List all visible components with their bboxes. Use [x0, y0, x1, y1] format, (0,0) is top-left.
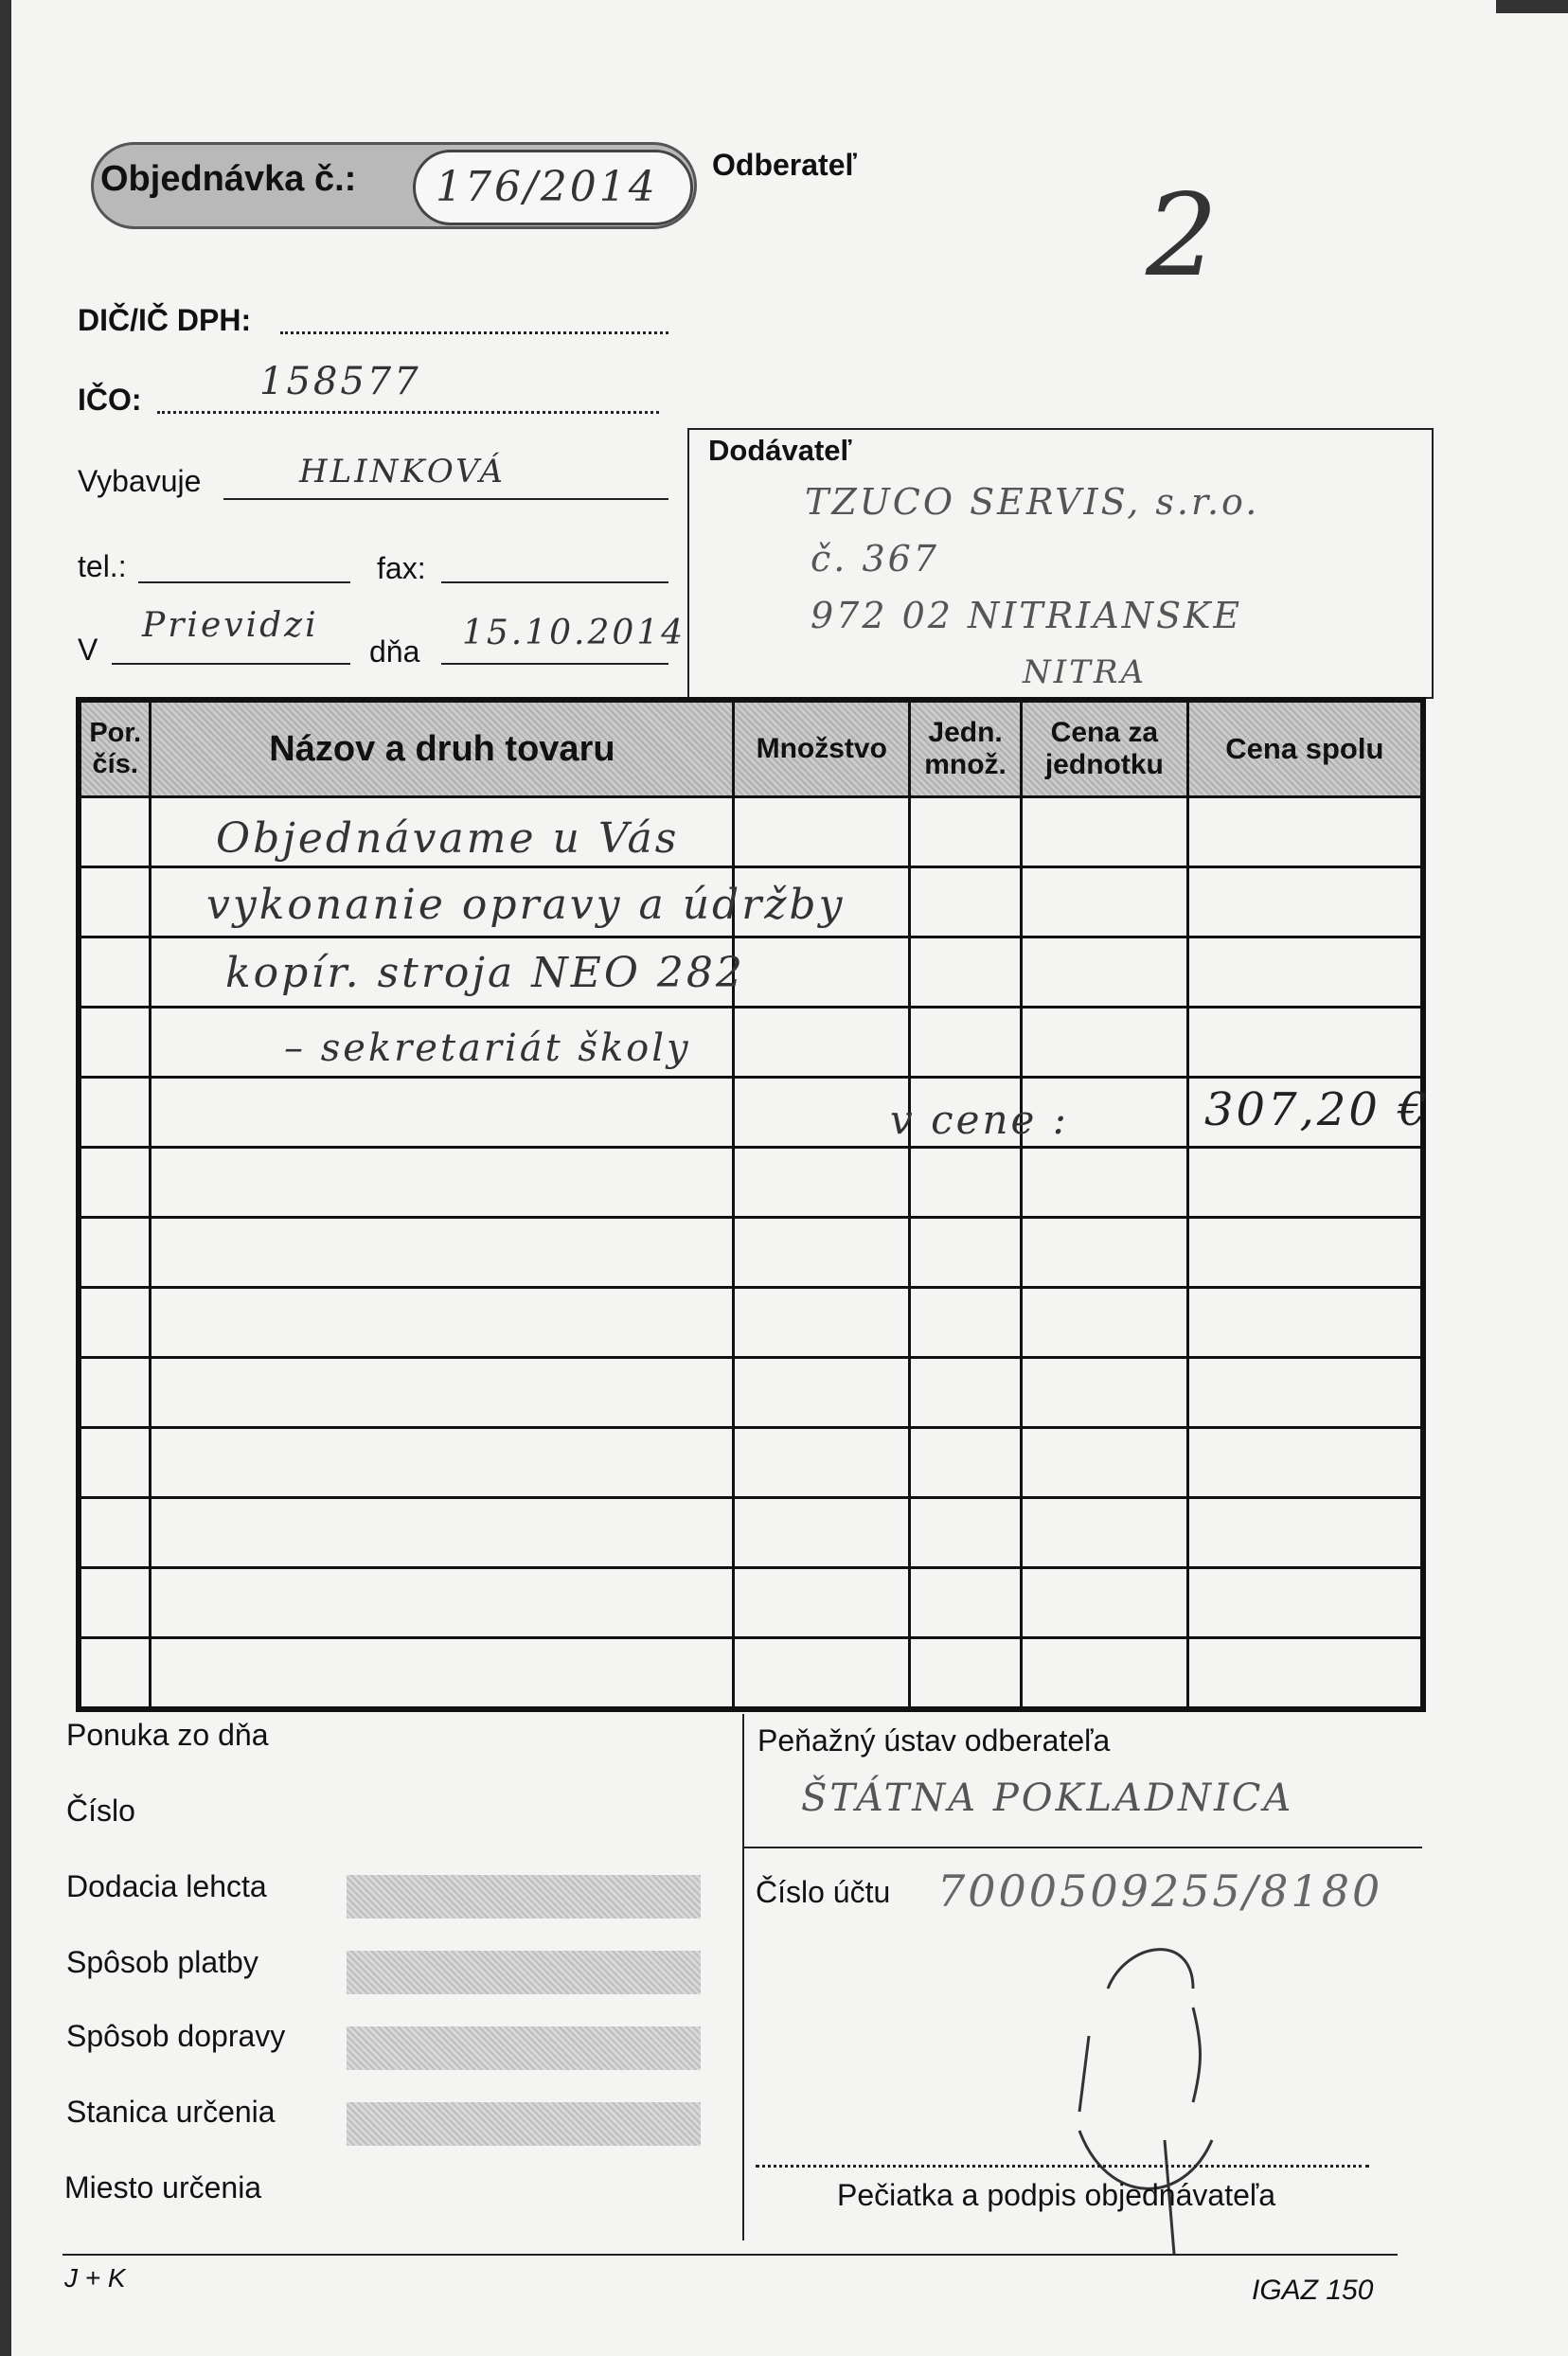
table-cell[interactable]: [79, 1078, 151, 1148]
col-header-quantity: Množstvo: [734, 700, 910, 797]
table-cell[interactable]: [734, 1638, 910, 1710]
table-cell[interactable]: [910, 1568, 1022, 1638]
col-header-unit-price: Cena za jednotku: [1022, 700, 1188, 797]
table-cell[interactable]: [910, 867, 1022, 937]
supplier-label: Dodávateľ: [708, 434, 852, 467]
table-cell[interactable]: [734, 797, 910, 867]
supplier-line-3: 972 02 NITRIANSKE: [811, 595, 1243, 636]
price-value: 307,20 €: [1204, 1083, 1430, 1136]
table-cell[interactable]: [79, 1638, 151, 1710]
table-cell[interactable]: [1022, 867, 1188, 937]
ico-value: 158577: [259, 360, 421, 403]
table-cell[interactable]: [1187, 937, 1423, 1008]
tel-label: tel.:: [78, 549, 127, 583]
supplier-line-4: NITRA: [1023, 653, 1148, 691]
table-cell[interactable]: [1187, 1428, 1423, 1498]
table-cell[interactable]: [1022, 1148, 1188, 1218]
col-header-number: Por. čís.: [79, 700, 151, 797]
footer-divider: [742, 1714, 744, 2240]
item-line-4: – sekretariát školy: [284, 1026, 691, 1070]
fax-field[interactable]: [441, 545, 668, 583]
table-cell[interactable]: [151, 1218, 734, 1288]
table-cell[interactable]: [1022, 1568, 1188, 1638]
table-cell[interactable]: [151, 1358, 734, 1428]
table-cell[interactable]: [1187, 867, 1423, 937]
date-value: 15.10.2014: [462, 614, 686, 652]
table-cell[interactable]: [734, 1358, 910, 1428]
table-cell[interactable]: [734, 1498, 910, 1568]
table-row: [79, 1428, 1423, 1498]
table-cell[interactable]: [1022, 1008, 1188, 1078]
table-cell[interactable]: [1022, 1498, 1188, 1568]
table-cell[interactable]: [79, 1568, 151, 1638]
table-cell[interactable]: [1187, 1498, 1423, 1568]
col-header-unit: Jedn. množ.: [910, 700, 1022, 797]
table-cell[interactable]: [79, 1148, 151, 1218]
table-cell[interactable]: [151, 1638, 734, 1710]
bank-line: [744, 1847, 1422, 1848]
handled-by-value: HLINKOVÁ: [299, 453, 506, 491]
table-cell[interactable]: [910, 1288, 1022, 1358]
table-cell[interactable]: [734, 1148, 910, 1218]
col-header-total: Cena spolu: [1187, 700, 1423, 797]
customer-mark: 2: [1146, 170, 1221, 302]
handled-by-label: Vybavuje: [78, 464, 202, 498]
table-cell[interactable]: [734, 1078, 910, 1148]
signature-line[interactable]: [756, 2146, 1369, 2168]
dic-label: DIČ/IČ DPH:: [78, 303, 252, 337]
table-cell[interactable]: [734, 1568, 910, 1638]
table-cell[interactable]: [151, 1288, 734, 1358]
item-line-2: vykonanie opravy a údržby: [206, 881, 846, 929]
table-cell[interactable]: [151, 1498, 734, 1568]
station-field[interactable]: [347, 2102, 701, 2146]
table-cell[interactable]: [151, 1078, 734, 1148]
table-cell[interactable]: [1022, 1218, 1188, 1288]
table-cell[interactable]: [1022, 1288, 1188, 1358]
place-label: V: [78, 633, 98, 667]
transport-label: Spôsob dopravy: [66, 2019, 286, 2053]
transport-field[interactable]: [347, 2026, 701, 2070]
table-cell[interactable]: [734, 937, 910, 1008]
table-cell[interactable]: [79, 1218, 151, 1288]
table-row: [79, 1218, 1423, 1288]
supplier-line-1: TZUCO SERVIS, s.r.o.: [805, 481, 1260, 523]
table-cell[interactable]: [1022, 1428, 1188, 1498]
customer-label: Odberateľ: [712, 148, 857, 182]
price-label: v cene :: [890, 1097, 1069, 1143]
table-cell[interactable]: [79, 1008, 151, 1078]
table-cell[interactable]: [79, 1358, 151, 1428]
table-cell[interactable]: [1187, 1568, 1423, 1638]
table-cell[interactable]: [79, 867, 151, 937]
account-label: Číslo účtu: [756, 1875, 891, 1909]
table-cell[interactable]: [910, 1358, 1022, 1428]
table-cell[interactable]: [79, 937, 151, 1008]
table-cell[interactable]: [1187, 1288, 1423, 1358]
table-cell[interactable]: [1187, 1358, 1423, 1428]
table-cell[interactable]: [1187, 1638, 1423, 1710]
station-label: Stanica určenia: [66, 2095, 276, 2129]
destination-label: Miesto určenia: [64, 2170, 262, 2204]
table-cell[interactable]: [1187, 1218, 1423, 1288]
col-header-name: Názov a druh tovaru: [151, 700, 734, 797]
bottom-left-text: J + K: [64, 2263, 126, 2293]
table-cell[interactable]: [1022, 1638, 1188, 1710]
delivery-field[interactable]: [347, 1875, 701, 1919]
table-row: [79, 1498, 1423, 1568]
table-row: [79, 1358, 1423, 1428]
scan-edge-top: [1496, 0, 1568, 13]
table-cell[interactable]: [79, 1428, 151, 1498]
table-cell[interactable]: [1022, 1358, 1188, 1428]
item-line-1: Objednávame u Vás: [216, 814, 680, 863]
place-value: Prievidzi: [142, 606, 319, 645]
table-row: [79, 1568, 1423, 1638]
table-cell[interactable]: [1187, 797, 1423, 867]
table-cell[interactable]: [151, 1428, 734, 1498]
table-row: [79, 1008, 1423, 1078]
table-cell[interactable]: [734, 1428, 910, 1498]
table-cell[interactable]: [1022, 797, 1188, 867]
table-cell[interactable]: [79, 1498, 151, 1568]
table-cell[interactable]: [1187, 1148, 1423, 1218]
payment-field[interactable]: [347, 1951, 701, 1994]
dic-field[interactable]: [280, 301, 668, 334]
bank-label: Peňažný ústav odberateľa: [757, 1723, 1111, 1758]
table-row: [79, 1288, 1423, 1358]
table-cell[interactable]: [79, 1288, 151, 1358]
item-line-3: kopír. stroja NEO 282: [225, 949, 745, 997]
order-number-value: 176/2014: [436, 163, 658, 211]
delivery-label: Dodacia lehcta: [66, 1869, 267, 1903]
table-cell[interactable]: [910, 937, 1022, 1008]
table-cell[interactable]: [734, 1008, 910, 1078]
table-cell[interactable]: [910, 1428, 1022, 1498]
table-cell[interactable]: [910, 1008, 1022, 1078]
table-cell[interactable]: [910, 797, 1022, 867]
table-cell[interactable]: [734, 1288, 910, 1358]
table-cell[interactable]: [79, 797, 151, 867]
table-cell[interactable]: [910, 1148, 1022, 1218]
bottom-rule: [62, 2254, 1398, 2256]
table-cell[interactable]: [1187, 1008, 1423, 1078]
table-row: [79, 1148, 1423, 1218]
number-label: Číslo: [66, 1794, 135, 1828]
bottom-right-text: IGAZ 150: [1252, 2275, 1374, 2306]
date-label: dňa: [369, 634, 420, 669]
tel-field[interactable]: [138, 545, 350, 583]
offer-date-label: Ponuka zo dňa: [66, 1718, 269, 1752]
ico-label: IČO:: [78, 383, 142, 417]
table-cell[interactable]: [910, 1498, 1022, 1568]
scan-edge: [0, 0, 11, 2356]
table-cell[interactable]: [151, 1568, 734, 1638]
fax-label: fax:: [377, 551, 426, 585]
order-label: Objednávka č.:: [100, 159, 357, 199]
signature-label: Pečiatka a podpis objednávateľa: [837, 2178, 1275, 2212]
table-cell[interactable]: [910, 1638, 1022, 1710]
table-row: [79, 1638, 1423, 1710]
supplier-line-2: č. 367: [811, 538, 939, 580]
table-cell[interactable]: [910, 1218, 1022, 1288]
bank-value: ŠTÁTNA POKLADNICA: [801, 1776, 1294, 1820]
account-value: 7000509255/8180: [937, 1865, 1383, 1917]
payment-label: Spôsob platby: [66, 1945, 258, 1979]
table-cell[interactable]: [151, 1148, 734, 1218]
table-cell[interactable]: [734, 1218, 910, 1288]
table-cell[interactable]: [1022, 937, 1188, 1008]
